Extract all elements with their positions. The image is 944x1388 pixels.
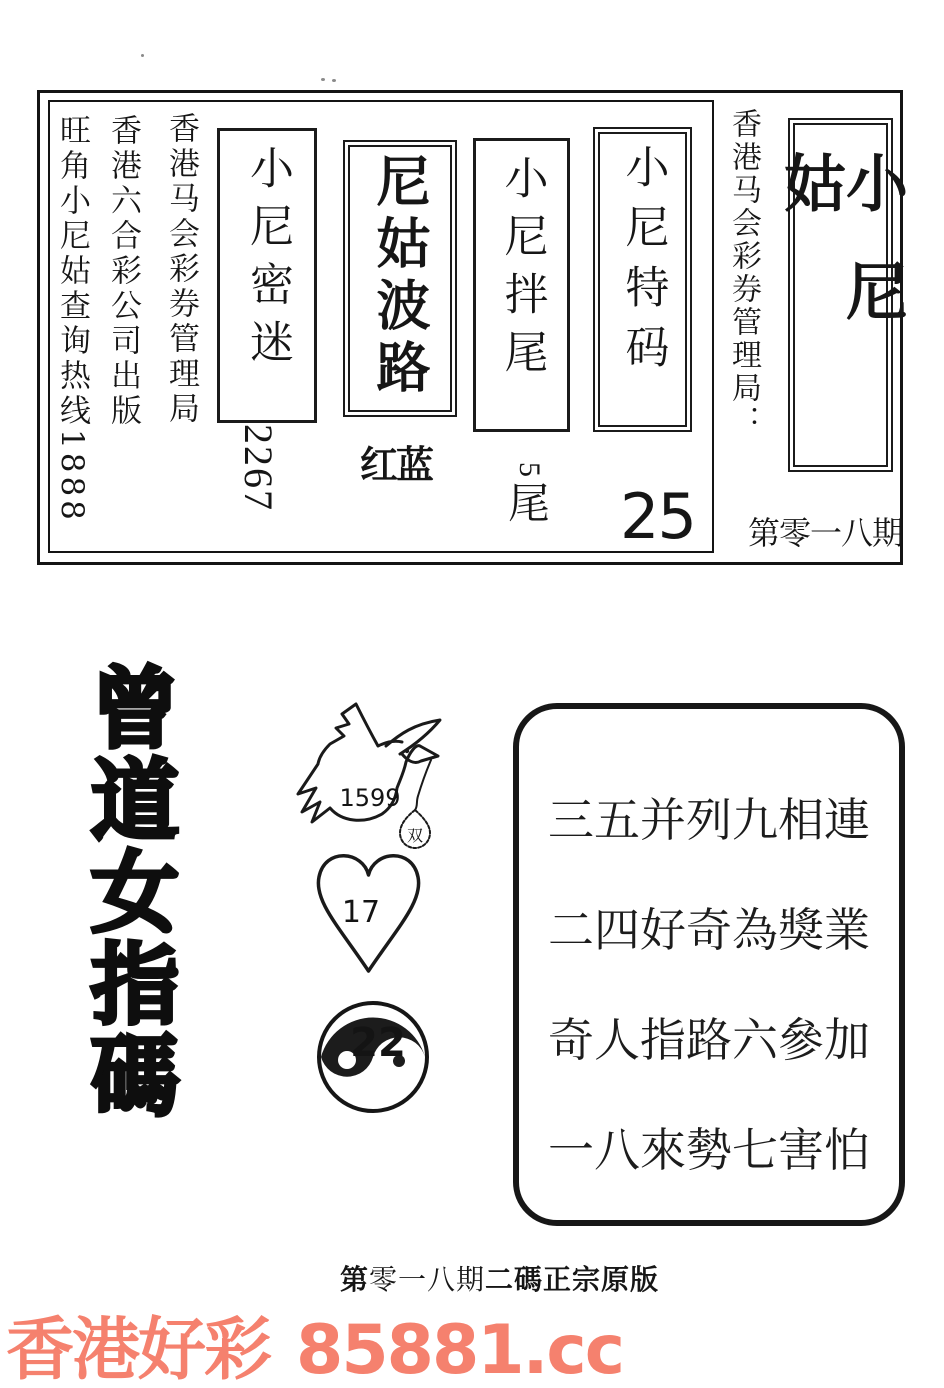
caption-lead: 第 [340, 1263, 370, 1296]
right-publisher-column: 香港马会彩券管理局： [726, 108, 761, 438]
tip-box-3-result-prefix: 5 [513, 462, 546, 477]
tip-box-3-result-char: 尾 [508, 482, 551, 528]
tip-box-2-title: 尼姑波路 [368, 153, 432, 401]
footer-domain: 85881.cc [296, 1311, 624, 1388]
noise-dot [332, 79, 336, 82]
verse-line-2: 二四好奇為獎業 [548, 903, 870, 957]
dove-tag: 双 [406, 826, 424, 845]
bottom-caption [340, 1258, 659, 1298]
tip-box-4 [593, 127, 692, 432]
taiji-icon [316, 998, 430, 1116]
footer-watermark [6, 1296, 623, 1388]
taiji-number: 22 [350, 1020, 406, 1066]
verse-line-1: 三五并列九相連 [548, 793, 870, 847]
dove-icon [294, 698, 446, 852]
tip-box-2-result: 红蓝 [360, 445, 433, 487]
heart-icon [311, 845, 426, 977]
tip-box-3 [473, 138, 570, 432]
tip-box-3-result [508, 462, 550, 531]
dove-number: 1599 [339, 784, 401, 812]
masthead-title-box [773, 118, 909, 472]
masthead-title: 小尼姑 [773, 151, 909, 367]
tip-box-1 [217, 128, 317, 423]
noise-dot [141, 54, 144, 57]
tip-box-4-result: 25 [620, 480, 695, 553]
heart-number: 17 [341, 895, 381, 930]
caption-tail: 二碼正宗原版 [485, 1263, 660, 1296]
caption-issue: 零一八期 [369, 1263, 486, 1296]
publisher-column-hotline: 旺角小尼姑查询热线1888 [54, 114, 90, 524]
footer-brand: 香港好彩 [6, 1311, 271, 1388]
issue-number: 第零一八期 [748, 514, 904, 552]
series-title: 曾道女指碼 [77, 662, 180, 1122]
publisher-column-1: 香港马会彩券管理局 [163, 112, 199, 427]
noise-dot [321, 78, 325, 81]
tip-box-3-title: 小尼拌尾 [496, 155, 548, 387]
tip-box-2 [343, 140, 457, 417]
tip-box-1-title: 小尼密迷 [242, 145, 293, 377]
publisher-column-2: 香港六合彩公司出版 [105, 114, 141, 429]
verse-line-3: 奇人指路六參加 [548, 1013, 870, 1067]
dove-eye [405, 749, 409, 753]
tip-box-1-result: 2267 [236, 424, 281, 512]
tip-box-4-title: 小尼特码 [617, 144, 669, 384]
verse-line-4: 一八來勢七害怕 [548, 1123, 870, 1177]
verse-box [513, 703, 905, 1226]
